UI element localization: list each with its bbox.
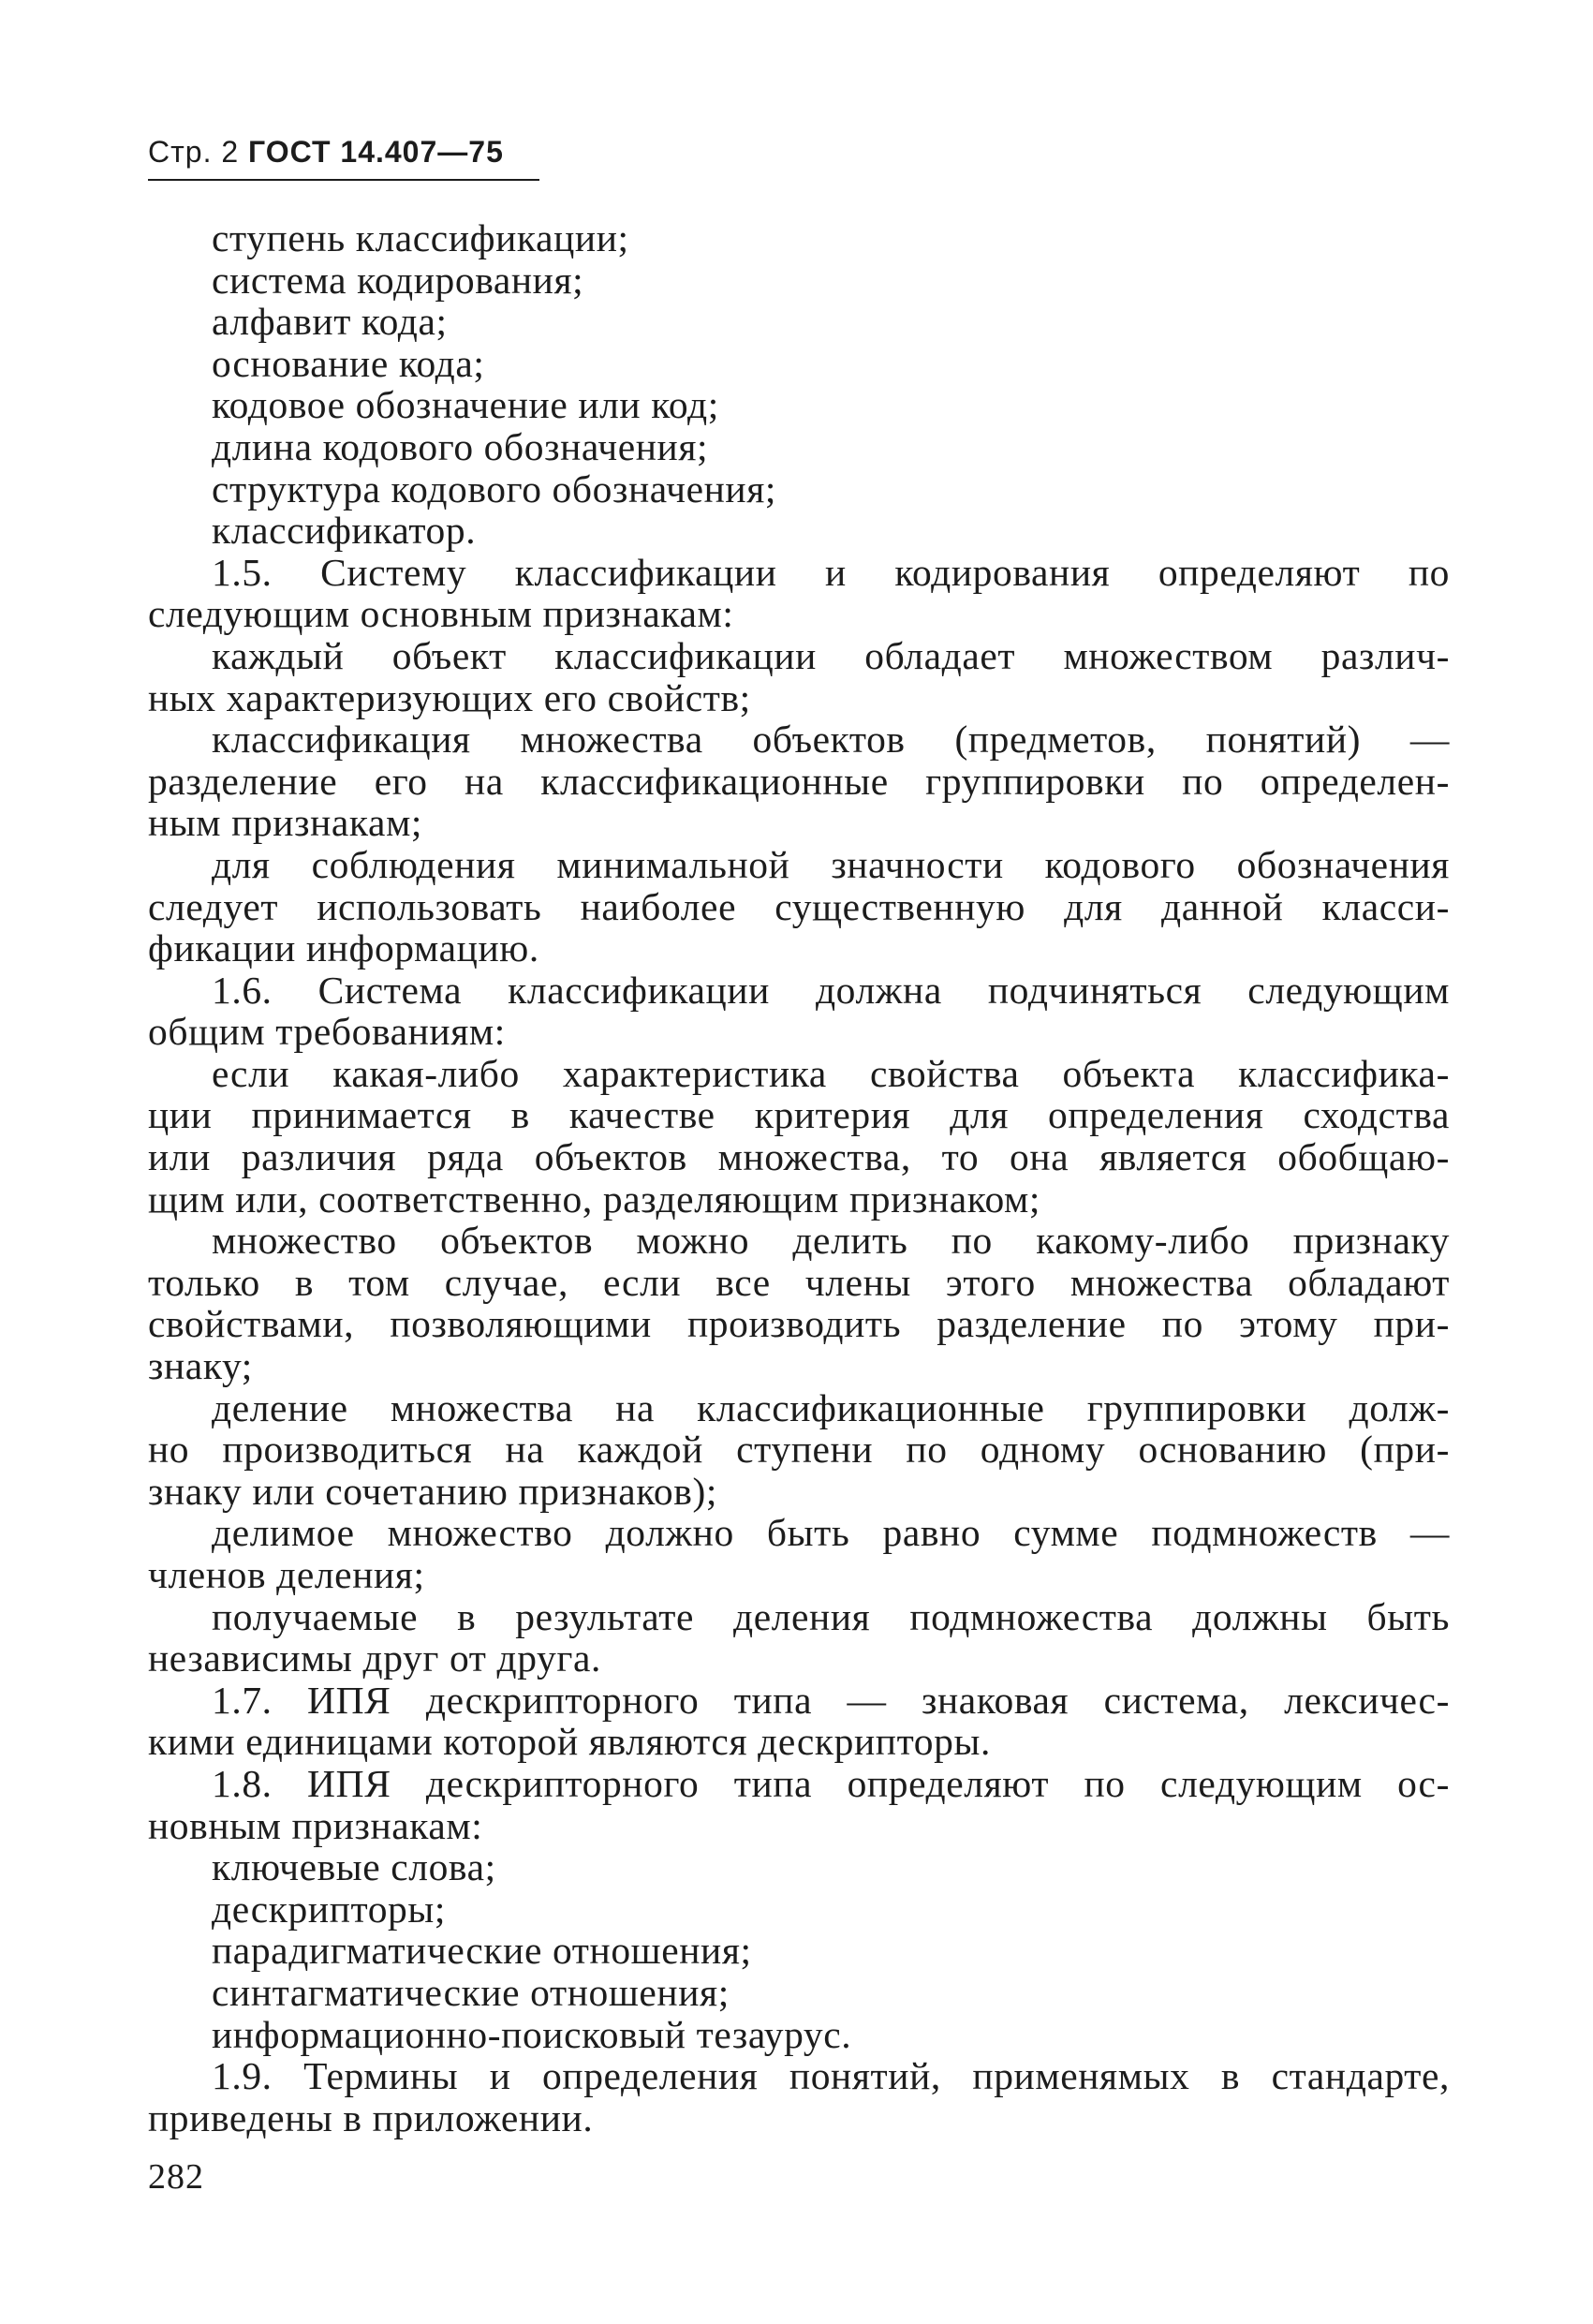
header-underline [148,179,539,181]
clause-1-9-line: 1.9. Термины и определения понятий, применямых в стандарте, [212,2054,1450,2098]
clause-1-5-line: 1.5. Систему классификации и кодирования определяют по [212,550,1450,594]
text-line: длина кодового обозначения; [212,424,709,468]
text-line: следующим основным признакам: [148,592,734,636]
text-line: следует использовать наиболее существенную для данной класси- [148,884,1450,928]
text-line: свойствами, позволяющими производить разделение по этому при- [148,1302,1450,1346]
text-line: членов деления; [148,1553,425,1596]
text-line: знаку или сочетанию признаков); [148,1469,718,1513]
text-line: ным признакам; [148,801,423,845]
text-line: получаемые в результате деления подмножества должны быть [212,1594,1450,1638]
text-line: система кодирования; [212,258,584,302]
text-line: знаку; [148,1344,253,1388]
text-line: ции принимается в качестве критерия для определения сходства [148,1093,1450,1137]
text-line: если какая-либо характеристика свойства объекта классифика- [212,1051,1450,1095]
text-line: для соблюдения минимальной значности кодового обозначения [212,842,1450,886]
text-line: основание кода; [212,341,485,385]
body-text [148,217,1450,2139]
text-line: алфавит кода; [212,300,448,344]
standard-designation: ГОСТ 14.407—75 [248,135,504,169]
page-number: 282 [148,2157,204,2197]
text-line: кими единицами которой являются дескрипторы. [148,1720,991,1764]
text-line: ных характеризующих его свойств; [148,675,751,719]
text-line: делимое множество должно быть равно сумме подмножеств — [212,1511,1450,1555]
text-line: общим требованиям: [148,1010,506,1054]
text-line: только в том случае, если все члены этого множества обладают [148,1260,1450,1304]
text-line: классификатор. [212,509,477,553]
text-line: ступень классификации; [212,216,629,259]
clause-1-7-line: 1.7. ИПЯ дескрипторного типа — знаковая система, лексичес- [212,1678,1450,1722]
text-line: новным признакам: [148,1803,483,1847]
text-line: каждый объект классификации обладает множеством различ- [212,633,1450,677]
text-line: разделение его на классификационные группировки по определен- [148,759,1450,803]
text-line: классификация множества объектов (предметов, понятий) — [212,718,1450,762]
text-line: приведены в приложении. [148,2095,594,2139]
clause-1-8-line: 1.8. ИПЯ дескрипторного типа определяют по следующим ос- [212,1761,1450,1805]
text-line: информационно-поисковый тезаурус. [212,2012,852,2056]
text-line: деление множества на классификационные группировки долж- [212,1385,1450,1429]
text-line: независимы друг от друга. [148,1636,601,1680]
clause-1-6-line: 1.6. Система классификации должна подчиняться следующим [212,968,1450,1012]
text-line: синтагматические отношения; [212,1970,730,2014]
text-line: но производиться на каждой ступени по одному основанию (при- [148,1428,1450,1472]
text-line: или различия ряда объектов множества, то она является обобщаю- [148,1135,1450,1179]
text-line: щим или, соответственно, разделяющим признаком; [148,1177,1040,1221]
text-line: парадигматические отношения; [212,1929,752,1973]
text-line: множество объектов можно делить по какому-либо признаку [212,1219,1450,1263]
text-line: кодовое обозначение или код; [212,383,719,427]
page-label: Стр. 2 [148,135,240,169]
text-line: ключевые слова; [212,1845,496,1889]
text-line: дескрипторы; [212,1887,447,1931]
text-line: структура кодового обозначения; [212,466,777,511]
text-line: фикации информацию. [148,926,539,970]
running-header [148,135,504,170]
